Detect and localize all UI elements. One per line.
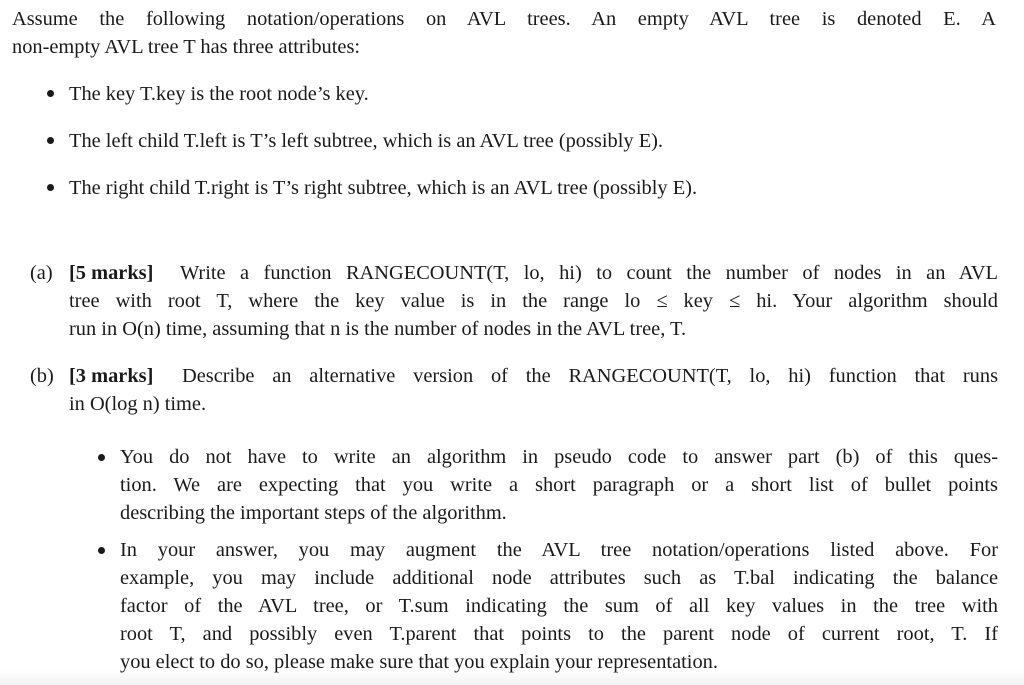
part-b-line-2: in O(log n) time.	[69, 393, 207, 415]
attribute-right: The right child T.right is T’s right subtree, which is an AVL tree (possibly E).	[69, 177, 698, 199]
intro-line-1: Assume the following notation/operations on AVL trees. An empty AVL tree is denoted E. A	[12, 8, 996, 30]
part-a-line-2: tree with root T, where the key value is in the range lo ≤ key ≤ hi. Your algorithm should	[69, 290, 998, 312]
note-1-line-1: You do not have to write an algorithm in pseudo code to answer part (b) of this ques-	[120, 446, 998, 468]
bullet-icon	[98, 547, 105, 554]
part-b-marks: [3 marks]	[69, 365, 154, 387]
bullet-icon	[47, 137, 54, 144]
bullet-icon	[47, 90, 54, 97]
part-b-line-1: Describe an alternative version of the RANGECOUNT(T, lo, hi) function that runs	[182, 365, 998, 387]
part-b-label: (b)	[30, 365, 54, 387]
note-2-line-3: factor of the AVL tree, or T.sum indicating the sum of all key values in the tree with	[120, 595, 998, 617]
attribute-key: The key T.key is the root node’s key.	[69, 83, 369, 105]
part-a-line-3: run in O(n) time, assuming that n is the number of nodes in the AVL tree, T.	[69, 318, 687, 340]
note-1-line-3: describing the important steps of the algorithm.	[120, 502, 507, 524]
part-a-label: (a)	[30, 262, 53, 284]
attribute-left: The left child T.left is T’s left subtree, which is an AVL tree (possibly E).	[69, 130, 664, 152]
note-2-line-1: In your answer, you may augment the AVL tree notation/operations listed above. For	[120, 539, 998, 561]
bullet-icon	[47, 184, 54, 191]
bullet-icon	[98, 454, 105, 461]
intro-line-2: non-empty AVL tree T has three attributes:	[12, 36, 361, 58]
note-2-line-4: root T, and possibly even T.parent that points to the parent node of current root, T. If	[120, 623, 998, 645]
note-1-line-2: tion. We are expecting that you write a short paragraph or a short list of bullet points	[120, 474, 998, 496]
part-a-line-1: Write a function RANGECOUNT(T, lo, hi) to count the number of nodes in an AVL	[180, 262, 998, 284]
note-2-line-2: example, you may include additional node attributes such as T.bal indicating the balance	[120, 567, 998, 589]
note-2-line-5: you elect to do so, please make sure that you explain your representation.	[120, 651, 718, 673]
part-a-marks: [5 marks]	[69, 262, 154, 284]
